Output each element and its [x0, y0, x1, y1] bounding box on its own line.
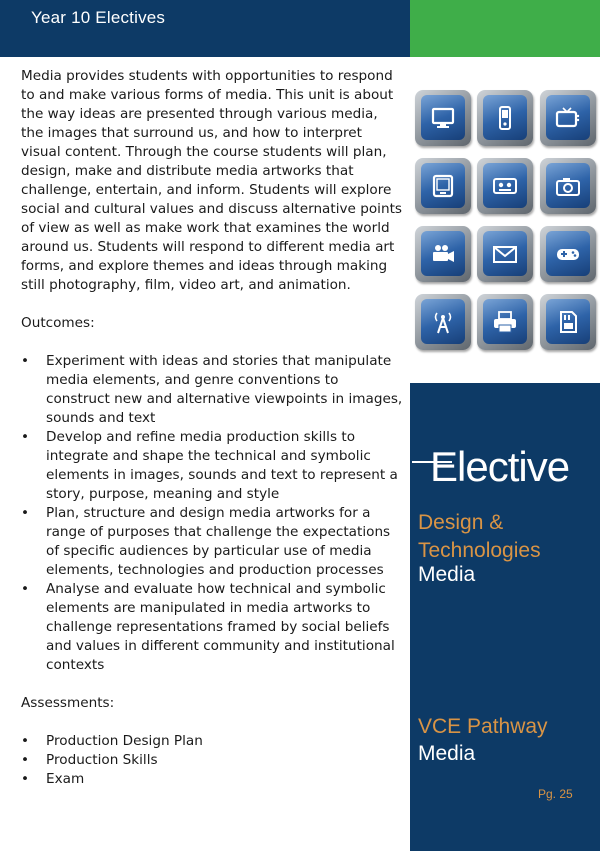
pathway-subject-label: Media: [418, 742, 476, 765]
television-icon: [540, 90, 596, 146]
header-bar: [0, 0, 410, 57]
assessments-list: [21, 732, 404, 789]
outcomes-list: [21, 352, 404, 675]
video-camera-icon: [415, 226, 471, 282]
pathway-label: VCE Pathway: [418, 715, 548, 738]
list-item: • Production Design Plan: [21, 732, 404, 751]
outcomes-heading: Outcomes:: [21, 315, 95, 331]
header-accent: [410, 0, 600, 57]
list-item: • Analyse and evaluate how technical and symbolic elements are manipulated in media artworks to challenge representations framed by social beliefs and values in different community and institutional contexts: [21, 580, 404, 675]
list-item: • Production Skills: [21, 751, 404, 770]
page-title: Year 10 Electives: [31, 8, 166, 27]
gamepad-icon: [540, 226, 596, 282]
subject-label: Media: [418, 563, 476, 586]
list-item: • Exam: [21, 770, 404, 789]
camera-icon: [540, 158, 596, 214]
page-number: Pg. 25: [538, 787, 573, 801]
list-item: • Experiment with ideas and stories that manipulate media elements, and genre conventions to construct new and alternative viewpoints in images, sounds and text: [21, 352, 404, 428]
elective-label: Elective: [430, 443, 570, 490]
mobile-phone-icon: [477, 90, 533, 146]
main-content: [21, 67, 404, 808]
memory-card-icon: [540, 294, 596, 350]
antenna-icon: [415, 294, 471, 350]
media-icon-grid: [413, 86, 600, 356]
printer-icon: [477, 294, 533, 350]
list-item: • Develop and refine media production skills to integrate and shape the technical and symbolic elements in images, sounds and text to represent a story, purpose, meaning and style: [21, 428, 404, 504]
cassette-icon: [477, 158, 533, 214]
tablet-icon: [415, 158, 471, 214]
list-item: • Plan, structure and design media artworks for a range of purposes that challenge the expectations of specific audiences by particular use of media elements, technologies and production processes: [21, 504, 404, 580]
category-label: Design & Technologies: [418, 511, 541, 562]
intro-paragraph: Media provides students with opportunities to respond to and make various forms of media. This unit is about the way ideas are presented through various media, the images that surround us, and how to interpret visual content. Through the course students will plan, design, make and distribute media artworks that challenge, entertain, and inform. Students will explore social and cultural values and discuss alternative points of view as well as make work that examines the world around us. Students will respond to different media art forms, and explore themes and ideas through making still photography, film, video art, and animation.: [21, 68, 402, 293]
assessments-heading: Assessments:: [21, 695, 115, 711]
monitor-icon: [415, 90, 471, 146]
envelope-icon: [477, 226, 533, 282]
